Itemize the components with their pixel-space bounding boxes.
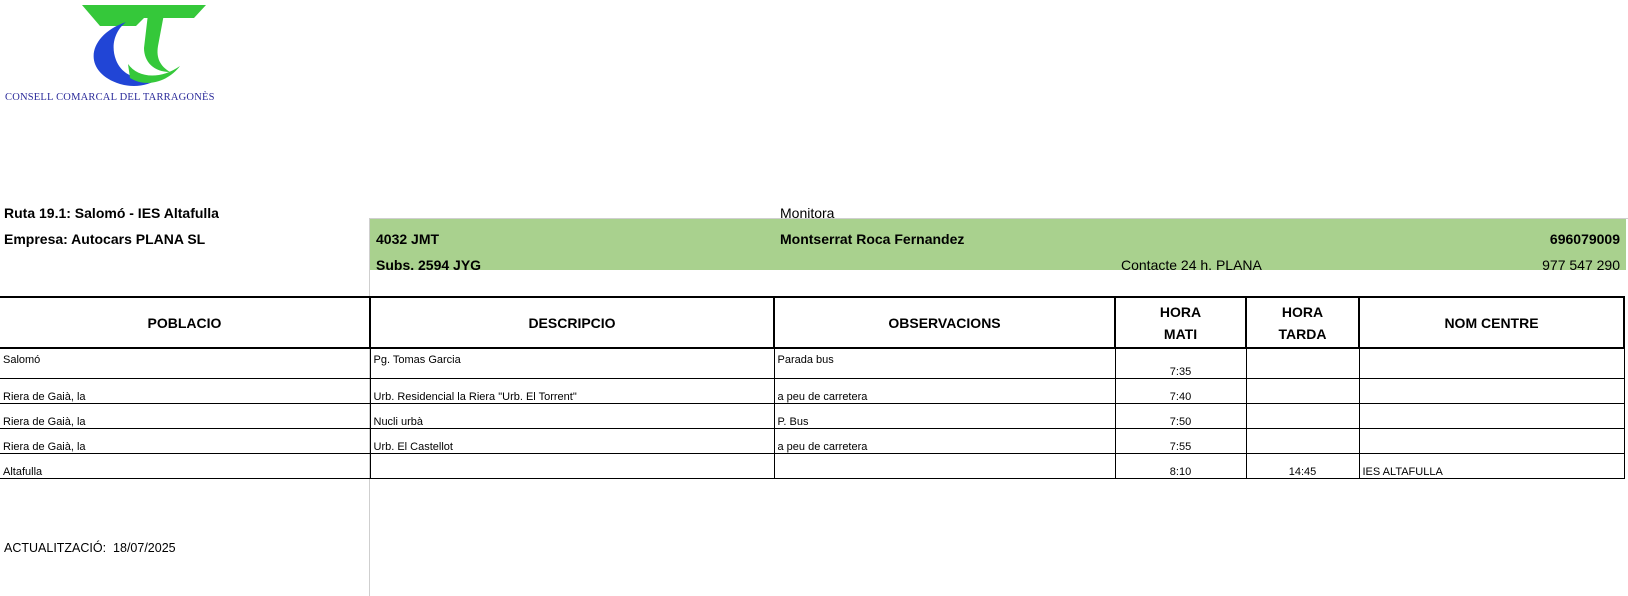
- table-row: [0, 429, 1624, 454]
- cell-poblacio: Riera de Gaià, la: [0, 429, 370, 454]
- cell-nom-centre: [1359, 429, 1624, 454]
- cell-hora-tarda: [1246, 348, 1359, 379]
- contact-phone: 977 547 290: [1542, 257, 1620, 273]
- contact-label: Contacte 24 h. PLANA: [1121, 257, 1262, 273]
- substitute-vehicle: Subs. 2594 JYG: [376, 257, 482, 273]
- highlight-band: [370, 218, 1626, 270]
- cell-poblacio: Altafulla: [0, 454, 370, 479]
- grid-line-top: [370, 218, 1628, 219]
- monitor-name: Montserrat Roca Fernandez: [780, 231, 965, 247]
- cell-hora-tarda: 14:45: [1246, 454, 1359, 479]
- table-row: [0, 379, 1624, 404]
- cell-descripcio: Urb. El Castellot: [370, 429, 774, 454]
- cell-descripcio: Urb. Residencial la Riera "Urb. El Torrent": [370, 379, 774, 404]
- cell-hora-mati: 7:50: [1115, 404, 1246, 429]
- cell-hora-mati: 7:40: [1115, 379, 1246, 404]
- header-hora-mati-line2: MATI: [1163, 325, 1198, 342]
- cell-poblacio: Riera de Gaià, la: [0, 404, 370, 429]
- cell-hora-mati: 7:55: [1115, 429, 1246, 454]
- table-row: [0, 348, 1624, 379]
- cell-poblacio: Riera de Gaià, la: [0, 379, 370, 404]
- route-table: [0, 296, 1625, 479]
- header-hora-tarda: [1246, 297, 1359, 348]
- cell-observacions: P. Bus: [774, 404, 1115, 429]
- update-date: 18/07/2025: [113, 541, 176, 555]
- cell-descripcio: Nucli urbà: [370, 404, 774, 429]
- header-hora-mati-line1: HORA: [1159, 303, 1202, 320]
- cell-nom-centre: IES ALTAFULLA: [1359, 454, 1624, 479]
- update-info: [4, 541, 176, 555]
- cell-hora-tarda: [1246, 429, 1359, 454]
- header-nom-centre: NOM CENTRE: [1359, 297, 1624, 348]
- consell-comarcal-logo-icon: [64, 2, 214, 90]
- header-hora-mati: [1115, 297, 1246, 348]
- cell-hora-mati: 8:10: [1115, 454, 1246, 479]
- cell-observacions: a peu de carretera: [774, 429, 1115, 454]
- header-hora-tarda-line2: TARDA: [1278, 325, 1327, 342]
- logo-text: CONSELL COMARCAL DEL TARRAGONÈS: [5, 92, 215, 103]
- table-row: [0, 454, 1624, 479]
- cell-descripcio: Pg. Tomas Garcia: [370, 348, 774, 379]
- cell-nom-centre: [1359, 404, 1624, 429]
- monitor-label: Monitora: [780, 205, 835, 221]
- update-label: ACTUALITZACIÓ:: [4, 541, 107, 555]
- table-header-row: [0, 297, 1624, 348]
- header-observacions: OBSERVACIONS: [774, 297, 1115, 348]
- cell-descripcio: [370, 454, 774, 479]
- cell-hora-tarda: [1246, 379, 1359, 404]
- header-poblacio: POBLACIO: [0, 297, 370, 348]
- logo: [4, 2, 234, 112]
- route-title: Ruta 19.1: Salomó - IES Altafulla: [4, 205, 219, 221]
- header-hora-tarda-line1: HORA: [1281, 303, 1324, 320]
- cell-observacions: a peu de carretera: [774, 379, 1115, 404]
- cell-observacions: Parada bus: [774, 348, 1115, 379]
- header-descripcio: DESCRIPCIO: [370, 297, 774, 348]
- table-row: [0, 404, 1624, 429]
- cell-hora-mati: 7:35: [1115, 348, 1246, 379]
- company-name: Empresa: Autocars PLANA SL: [4, 231, 206, 247]
- cell-poblacio: Salomó: [0, 348, 370, 379]
- monitor-phone: 696079009: [1549, 231, 1620, 247]
- cell-hora-tarda: [1246, 404, 1359, 429]
- cell-observacions: [774, 454, 1115, 479]
- cell-nom-centre: [1359, 379, 1624, 404]
- cell-nom-centre: [1359, 348, 1624, 379]
- vehicle-plate: 4032 JMT: [376, 231, 440, 247]
